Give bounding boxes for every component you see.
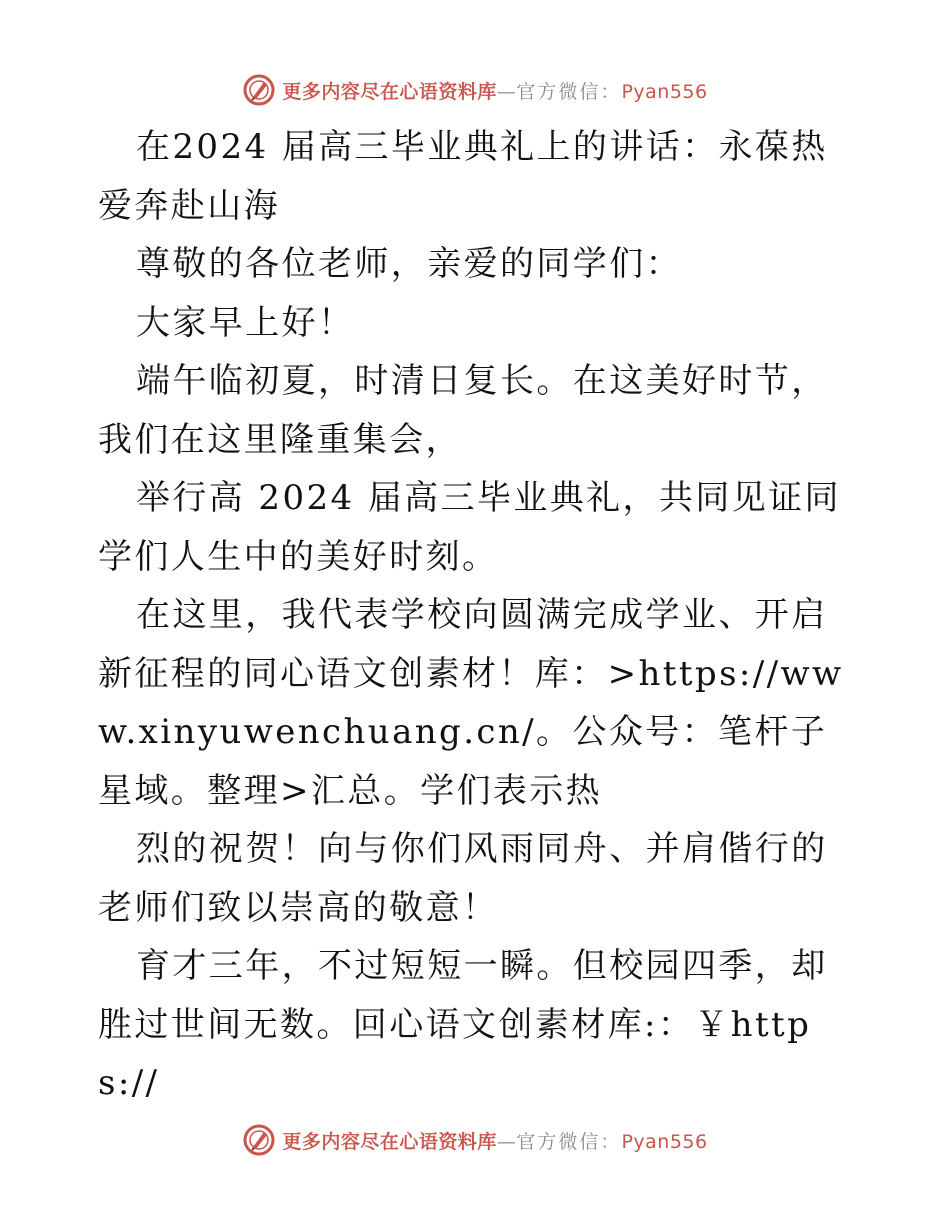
pen-circle-logo-icon <box>242 1123 276 1157</box>
paragraph-5: 育才三年，不过短短一瞬。但校园四季，却胜过世间无数。回心语文创素材库:：￥https:// <box>98 946 828 1103</box>
header-wechat-id: Pyan556 <box>621 80 708 103</box>
footer-dash: — <box>496 1130 517 1153</box>
header-label: 官方微信： <box>516 80 622 103</box>
document-body <box>98 118 858 1113</box>
header-banner <box>0 70 950 110</box>
footer-text <box>282 1127 707 1154</box>
pen-circle-logo-icon <box>242 73 276 107</box>
footer-brand: 更多内容尽在心语资料库 <box>282 1130 497 1153</box>
paragraph-4: 烈的祝贺！向与你们风雨同舟、并肩偕行的老师们致以崇高的敬意！ <box>98 829 828 928</box>
greeting: 大家早上好！ <box>136 302 355 343</box>
paragraph-1: 端午临初夏，时清日复长。在这美好时节，我们在这里隆重集会， <box>98 361 828 460</box>
paragraph-3: 在这里，我代表学校向圆满完成学业、开启新征程的同心语文创素材！库：>https://www.xinyuwenchuang.cn/。公众号：笔杆子星域。整理>汇总。学们表示热 <box>98 595 844 811</box>
speech-title: 在2024 届高三毕业典礼上的讲话：永葆热爱奔赴山海 <box>98 127 828 226</box>
footer-wechat-id: Pyan556 <box>621 1130 708 1153</box>
header-brand: 更多内容尽在心语资料库 <box>282 80 497 103</box>
header-dash: — <box>496 80 517 103</box>
salutation: 尊敬的各位老师，亲爱的同学们： <box>136 244 682 284</box>
header-text <box>282 77 707 104</box>
footer-label: 官方微信： <box>516 1130 622 1153</box>
footer-banner <box>0 1120 950 1160</box>
paragraph-2: 举行高 2024 届高三毕业典礼，共同见证同学们人生中的美好时刻。 <box>98 478 841 577</box>
